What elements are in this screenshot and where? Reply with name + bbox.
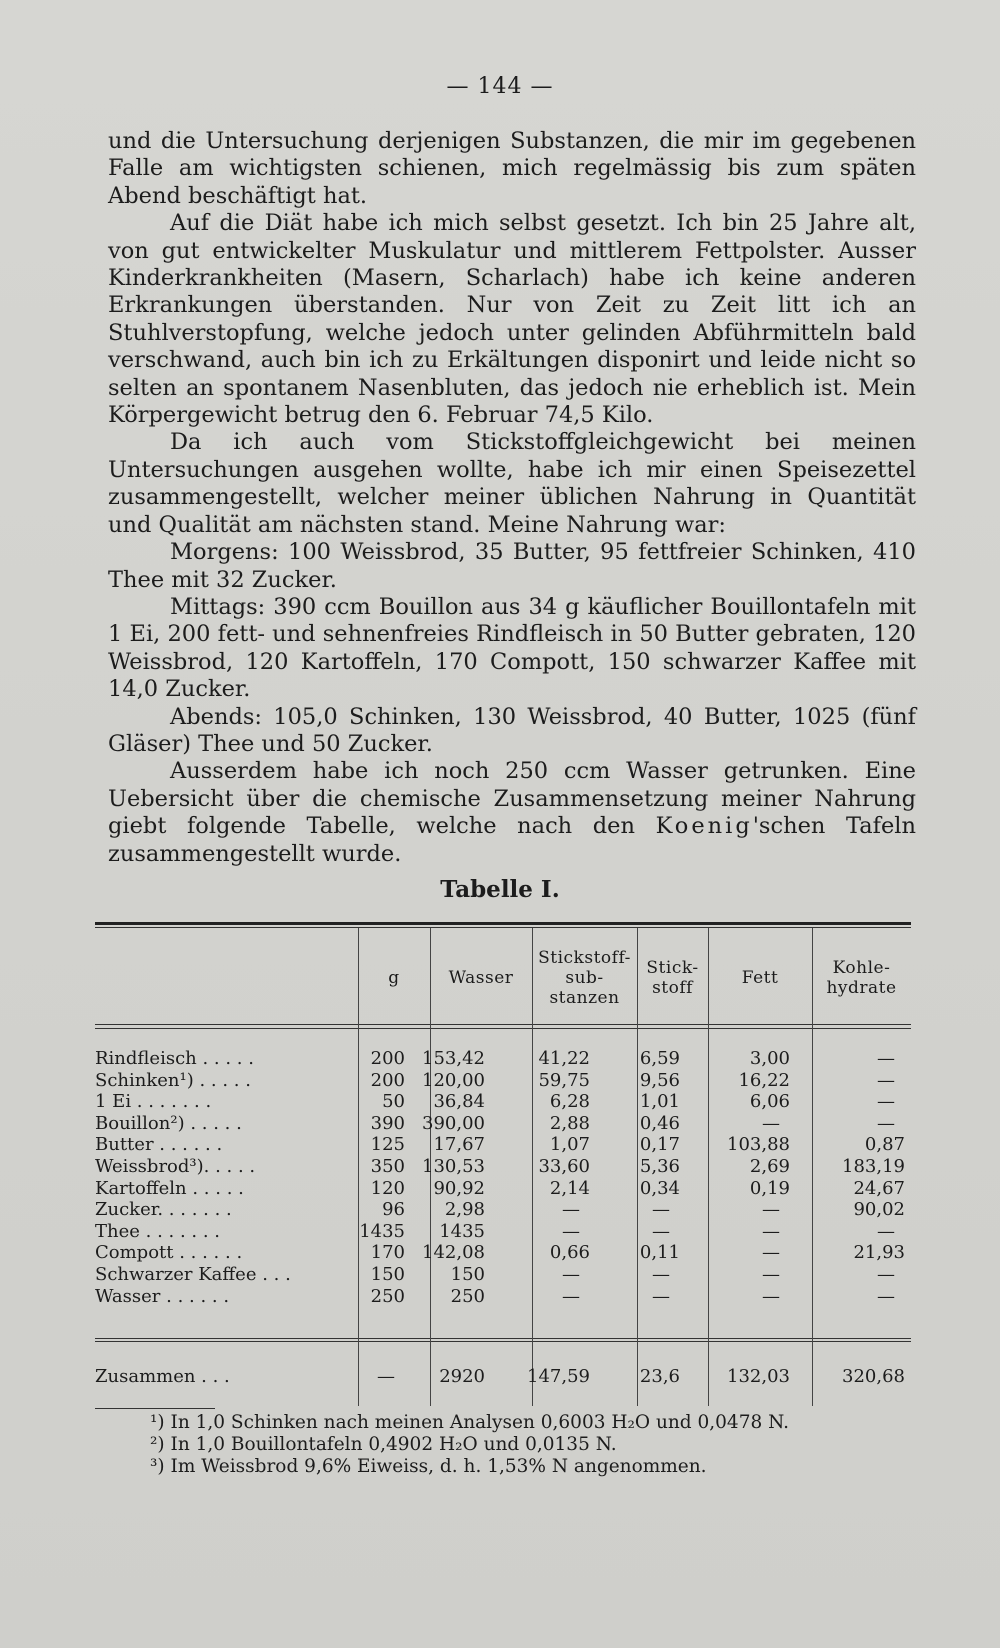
row-label: Butter . . . . . . [95, 1134, 223, 1156]
row-label: Thee . . . . . . . [95, 1220, 221, 1242]
cell-kh: — [877, 1220, 895, 1242]
cell-stoffe: 2,14 [549, 1177, 590, 1199]
total-top-rule-thin [95, 1341, 911, 1342]
cell-n: — [652, 1264, 670, 1285]
cell-stoffe: 1,07 [549, 1134, 590, 1156]
total-top-rule [95, 1338, 911, 1339]
header-bottom-rule [95, 1024, 911, 1025]
cell-fett: 16,22 [738, 1069, 790, 1091]
column-header: Stickstoff- sub- stanzen [538, 948, 631, 1008]
paragraph-text: 'schen Tafeln zusammengestellt wurde. [108, 813, 916, 867]
row-label: Bouillon²) . . . . . [95, 1112, 242, 1134]
cell-g: 350 [370, 1156, 405, 1177]
table-row [95, 1070, 911, 1091]
cell-stoffe: 2,88 [549, 1112, 590, 1134]
table-row [95, 1199, 911, 1220]
paragraph: Abends: 105,0 Schinken, 130 Weissbrod, 40 Butter, 1025 (fünf Gläser) Thee und 50 Zucker. [108, 703, 916, 757]
cell-fett: 6,06 [749, 1091, 790, 1113]
row-label: Schwarzer Kaffee . . . [95, 1264, 291, 1285]
cell-fett: — [762, 1285, 780, 1307]
table-row [95, 1286, 911, 1307]
cell-wasser: 36,84 [433, 1091, 485, 1113]
cell-g: — [377, 1366, 395, 1387]
header-bottom-rule-thin [95, 1028, 911, 1029]
cell-fett: — [762, 1220, 780, 1242]
cell-n: 0,11 [639, 1242, 680, 1264]
cell-g: 390 [370, 1112, 405, 1134]
author-name: Koenig [655, 813, 753, 840]
cell-wasser: 150 [450, 1264, 485, 1285]
row-label: 1 Ei . . . . . . . [95, 1091, 212, 1113]
cell-fett: — [762, 1242, 780, 1264]
paragraph: Mittags: 390 ccm Bouillon aus 34 g käuflicher Bouillontafeln mit 1 Ei, 200 fett- und sehnenfreies Rindfleisch in 50 Butter gebraten, 120 Weissbrod, 120 Kartoffeln, 170 Compott, 150 schwarzer Kaffee mit 14,0 Zucker. [108, 593, 916, 703]
cell-fett: — [762, 1112, 780, 1134]
cell-kh: 183,19 [842, 1156, 905, 1177]
cell-kh: — [877, 1264, 895, 1285]
cell-stoffe: 0,66 [549, 1242, 590, 1264]
cell-n: 5,36 [639, 1156, 680, 1177]
cell-kh: 21,93 [853, 1242, 905, 1264]
table-row [95, 1242, 911, 1263]
table-row [95, 1091, 911, 1112]
cell-wasser: 153,42 [422, 1048, 485, 1069]
row-label: Weissbrod³). . . . . [95, 1156, 256, 1177]
cell-g: 125 [370, 1134, 405, 1156]
cell-n: 1,01 [639, 1091, 680, 1113]
cell-g: 50 [382, 1091, 405, 1113]
table-top-rule-thin [95, 927, 911, 928]
cell-stoffe: — [562, 1199, 580, 1221]
cell-wasser: 17,67 [433, 1134, 485, 1156]
paragraph: und die Untersuchung derjenigen Substanzen, die mir im gegebenen Falle am wichtigsten schienen, mich regelmässig bis zum späten Abend beschäftigt hat. [108, 128, 916, 209]
cell-fett: 103,88 [727, 1134, 790, 1156]
body-text [108, 128, 916, 868]
paragraph: Morgens: 100 Weissbrod, 35 Butter, 95 fettfreier Schinken, 410 Thee mit 32 Zucker. [108, 539, 916, 593]
cell-kh: — [877, 1091, 895, 1113]
row-label: Rindfleisch . . . . . [95, 1048, 254, 1069]
cell-stoffe: 6,28 [549, 1091, 590, 1113]
table-row [95, 1221, 911, 1242]
cell-g: 150 [370, 1264, 405, 1285]
cell-wasser: 2920 [439, 1366, 485, 1387]
cell-n: 0,46 [639, 1112, 680, 1134]
row-label: Zucker. . . . . . . [95, 1199, 232, 1221]
footnote-text: Im Weissbrod 9,6% Eiweiss, d. h. 1,53% N angenommen. [170, 1456, 707, 1477]
table-top-rule [95, 922, 911, 925]
cell-kh: — [877, 1112, 895, 1134]
cell-kh: 24,67 [853, 1177, 905, 1199]
cell-n: — [652, 1199, 670, 1221]
column-header: g [388, 968, 400, 988]
footnote-divider [95, 1408, 215, 1409]
cell-stoffe: 147,59 [527, 1366, 590, 1387]
cell-kh: — [877, 1285, 895, 1307]
cell-wasser: 90,92 [433, 1177, 485, 1199]
cell-n: — [652, 1220, 670, 1242]
row-label: Schinken¹) . . . . . [95, 1069, 251, 1091]
table-title: Tabelle I. [440, 876, 560, 903]
cell-kh: — [877, 1069, 895, 1091]
cell-fett: 132,03 [727, 1366, 790, 1387]
cell-fett: 2,69 [749, 1156, 790, 1177]
footnote [150, 1434, 789, 1456]
paragraph [108, 758, 916, 868]
footnote-text: In 1,0 Schinken nach meinen Analysen 0,6003 H₂O und 0,0478 N. [170, 1412, 790, 1433]
cell-fett: 3,00 [749, 1048, 790, 1069]
row-label: Wasser . . . . . . [95, 1285, 230, 1307]
cell-g: 96 [382, 1199, 405, 1221]
cell-g: 200 [370, 1069, 405, 1091]
footnote-mark: ¹) [150, 1412, 165, 1433]
table-row [95, 1178, 911, 1199]
row-label: Kartoffeln . . . . . [95, 1177, 244, 1199]
cell-wasser: 390,00 [422, 1112, 485, 1134]
cell-stoffe: 59,75 [538, 1069, 590, 1091]
cell-wasser: 120,00 [422, 1069, 485, 1091]
cell-stoffe: 33,60 [538, 1156, 590, 1177]
cell-wasser: 250 [450, 1285, 485, 1307]
cell-n: 0,34 [639, 1177, 680, 1199]
cell-wasser: 1435 [439, 1220, 485, 1242]
cell-g: 1435 [359, 1220, 405, 1242]
cell-fett: — [762, 1199, 780, 1221]
table-row [95, 1264, 911, 1285]
footnote-mark: ²) [150, 1434, 165, 1455]
cell-stoffe: — [562, 1220, 580, 1242]
column-header: Fett [741, 968, 779, 988]
footnote [150, 1456, 789, 1478]
cell-n: 23,6 [639, 1366, 680, 1387]
cell-n: 6,59 [639, 1048, 680, 1069]
footnote-text: In 1,0 Bouillontafeln 0,4902 H₂O und 0,0135 N. [170, 1434, 617, 1455]
cell-stoffe: — [562, 1285, 580, 1307]
row-label: Zusammen . . . [95, 1366, 230, 1387]
paragraph-text: Ausserdem habe ich noch 250 ccm Wasser getrunken. Eine Uebersicht über die chemische Zusammensetzung meiner Nahrung giebt folgende Tabelle, welche nach den [108, 758, 916, 840]
footnotes [150, 1412, 789, 1478]
cell-stoffe: 41,22 [538, 1048, 590, 1069]
total-row [95, 1366, 911, 1387]
cell-kh: 90,02 [853, 1199, 905, 1221]
paragraph: Auf die Diät habe ich mich selbst gesetzt. Ich bin 25 Jahre alt, von gut entwickelter Muskulatur und mittlerem Fettpolster. Ausser Kinderkrankheiten (Masern, Scharlach) habe ich keine anderen Erkrankungen überstanden. Nur von Zeit zu Zeit litt ich an Stuhlverstopfung, welche jedoch unter gelinden Abführmitteln bald verschwand, auch bin ich zu Erkältungen disponirt und leide nicht so selten an spontanem Nasenbluten, das jedoch nie erheblich ist. Mein Körpergewicht betrug den 6. Februar 74,5 Kilo. [108, 210, 916, 429]
paragraph: Da ich auch vom Stickstoffgleichgewicht bei meinen Untersuchungen ausgehen wollte, habe ich mir einen Speisezettel zusammengestellt, welcher meiner üblichen Nahrung in Quantität und Qualität am nächsten stand. Meine Nahrung war: [108, 429, 916, 538]
cell-wasser: 130,53 [422, 1156, 485, 1177]
cell-g: 200 [370, 1048, 405, 1069]
page-number: — 144 — [446, 74, 554, 99]
cell-kh: — [877, 1048, 895, 1069]
cell-kh: 0,87 [864, 1134, 905, 1156]
cell-g: 250 [370, 1285, 405, 1307]
column-header: Stick- stoff [646, 958, 699, 998]
cell-g: 170 [370, 1242, 405, 1264]
cell-stoffe: — [562, 1264, 580, 1285]
cell-fett: — [762, 1264, 780, 1285]
table-row [95, 1113, 911, 1134]
cell-g: 120 [370, 1177, 405, 1199]
column-header: Wasser [448, 968, 514, 988]
table-row [95, 1048, 911, 1069]
cell-n: 0,17 [639, 1134, 680, 1156]
cell-n: — [652, 1285, 670, 1307]
table-row [95, 1156, 911, 1177]
row-label: Compott . . . . . . [95, 1242, 243, 1264]
column-header: Kohle- hydrate [826, 958, 897, 998]
cell-n: 9,56 [639, 1069, 680, 1091]
cell-fett: 0,19 [749, 1177, 790, 1199]
footnote [150, 1412, 789, 1434]
cell-kh: 320,68 [842, 1366, 905, 1387]
table-row [95, 1134, 911, 1155]
footnote-mark: ³) [150, 1456, 165, 1477]
cell-wasser: 142,08 [422, 1242, 485, 1264]
cell-wasser: 2,98 [444, 1199, 485, 1221]
